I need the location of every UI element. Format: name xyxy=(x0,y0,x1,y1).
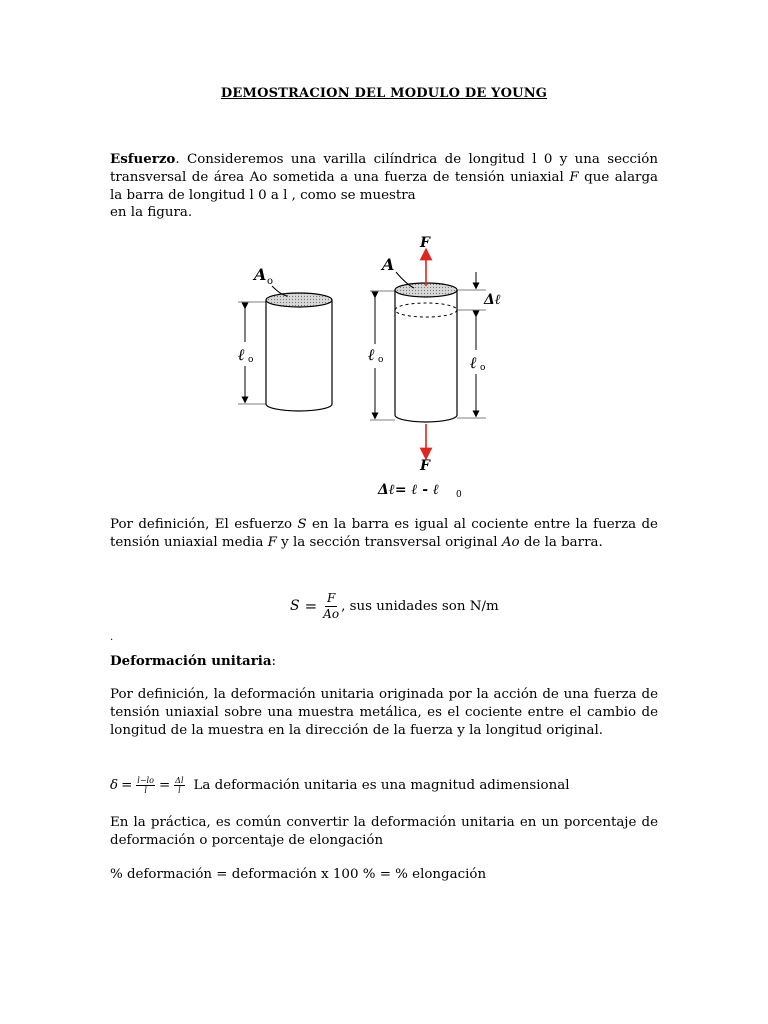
area-variable: Ao xyxy=(501,535,520,550)
deformacion-heading: Deformación unitaria xyxy=(110,653,272,669)
label-l0-mid-sub: o xyxy=(378,355,384,365)
percentage-paragraph: En la práctica, es común convertir la deformación unitaria en un porcentaje de deformación o porcentaje de elongación xyxy=(110,815,658,848)
left-cylinder xyxy=(266,293,332,411)
formula-fraction xyxy=(323,591,339,622)
strain-fraction-1 xyxy=(136,776,155,795)
formula-s: S xyxy=(290,598,300,614)
label-delta-l: Δℓ xyxy=(484,292,501,308)
label-l0-right: ℓ xyxy=(470,353,477,372)
force-variable: F xyxy=(569,170,579,185)
stress-variable: S xyxy=(297,517,307,532)
label-a0: A xyxy=(254,265,267,284)
formula-numerator: F xyxy=(326,590,336,605)
label-l0-right-sub: o xyxy=(480,363,486,373)
deformacion-heading-line xyxy=(110,652,658,671)
strain-fraction-2 xyxy=(174,776,184,795)
right-cylinder xyxy=(395,283,457,422)
stray-dot: . xyxy=(110,632,114,643)
elongation-line: % deformación = deformación x 100 % = % elongación xyxy=(110,867,487,882)
formula-equals: = xyxy=(304,597,318,615)
strain-frac2-den: l xyxy=(178,785,181,795)
label-a0-sub: o xyxy=(267,276,274,287)
strain-equals-1: = xyxy=(121,777,133,793)
document-title: DEMOSTRACION DEL MODULO DE YOUNG xyxy=(220,86,548,101)
label-l0-left: ℓ xyxy=(238,345,245,364)
formula-denominator: Ao xyxy=(323,606,340,621)
strain-definition-paragraph: Por definición, la deformación unitaria originada por la acción de una fuerza de tensión uniaxial sobre una muestra metálica, es el cociente entre el cambio de longitud de la muestra en la dirección de la fuerza y la longitud original. xyxy=(110,687,658,738)
esfuerzo-heading: Esfuerzo xyxy=(110,151,176,167)
label-l0-mid: ℓ xyxy=(368,345,375,364)
label-l0-left-sub: o xyxy=(248,355,254,365)
stress-def-text-d: de la barra. xyxy=(519,535,603,550)
formula-units: , sus unidades son N/m xyxy=(341,598,499,614)
strain-equals-2: = xyxy=(158,777,171,793)
force-variable-2: F xyxy=(267,535,277,550)
strain-formula xyxy=(110,772,670,798)
esfuerzo-paragraph xyxy=(110,150,658,205)
esfuerzo-text-b: que alarga la barra de longitud l 0 a l , como se muestra xyxy=(110,170,659,203)
stress-formula xyxy=(290,588,499,624)
cylinder-figure xyxy=(228,232,528,500)
label-a: A xyxy=(382,255,395,274)
label-force-bottom: F xyxy=(420,458,430,474)
strain-delta: δ xyxy=(110,777,119,793)
strain-description: La deformación unitaria es una magnitud adimensional xyxy=(193,777,570,793)
stress-definition-paragraph xyxy=(110,516,658,552)
strain-frac2-num: Δl xyxy=(175,775,184,785)
esfuerzo-text-a: . Consideremos una varilla cilíndrica de longitud l 0 y una sección transversal de área Ao sometida a una fuerza de tensión uniaxial xyxy=(110,152,658,185)
figure-caption: Δℓ= ℓ - ℓ xyxy=(378,482,439,498)
label-force-top: F xyxy=(420,235,430,251)
strain-frac1-num: l−lo xyxy=(137,775,154,785)
stress-def-text-b: en la barra es igual al cociente entre la fuerza de tensión uniaxial media xyxy=(110,517,658,550)
stress-def-text-a: Por definición, El esfuerzo xyxy=(110,517,298,532)
esfuerzo-paragraph-end: en la figura. xyxy=(110,205,193,220)
deformacion-colon: : xyxy=(271,654,277,669)
figure-caption-sub: 0 xyxy=(456,490,462,500)
stress-def-text-c: y la sección transversal original xyxy=(276,535,502,550)
strain-frac1-den: l xyxy=(144,785,147,795)
